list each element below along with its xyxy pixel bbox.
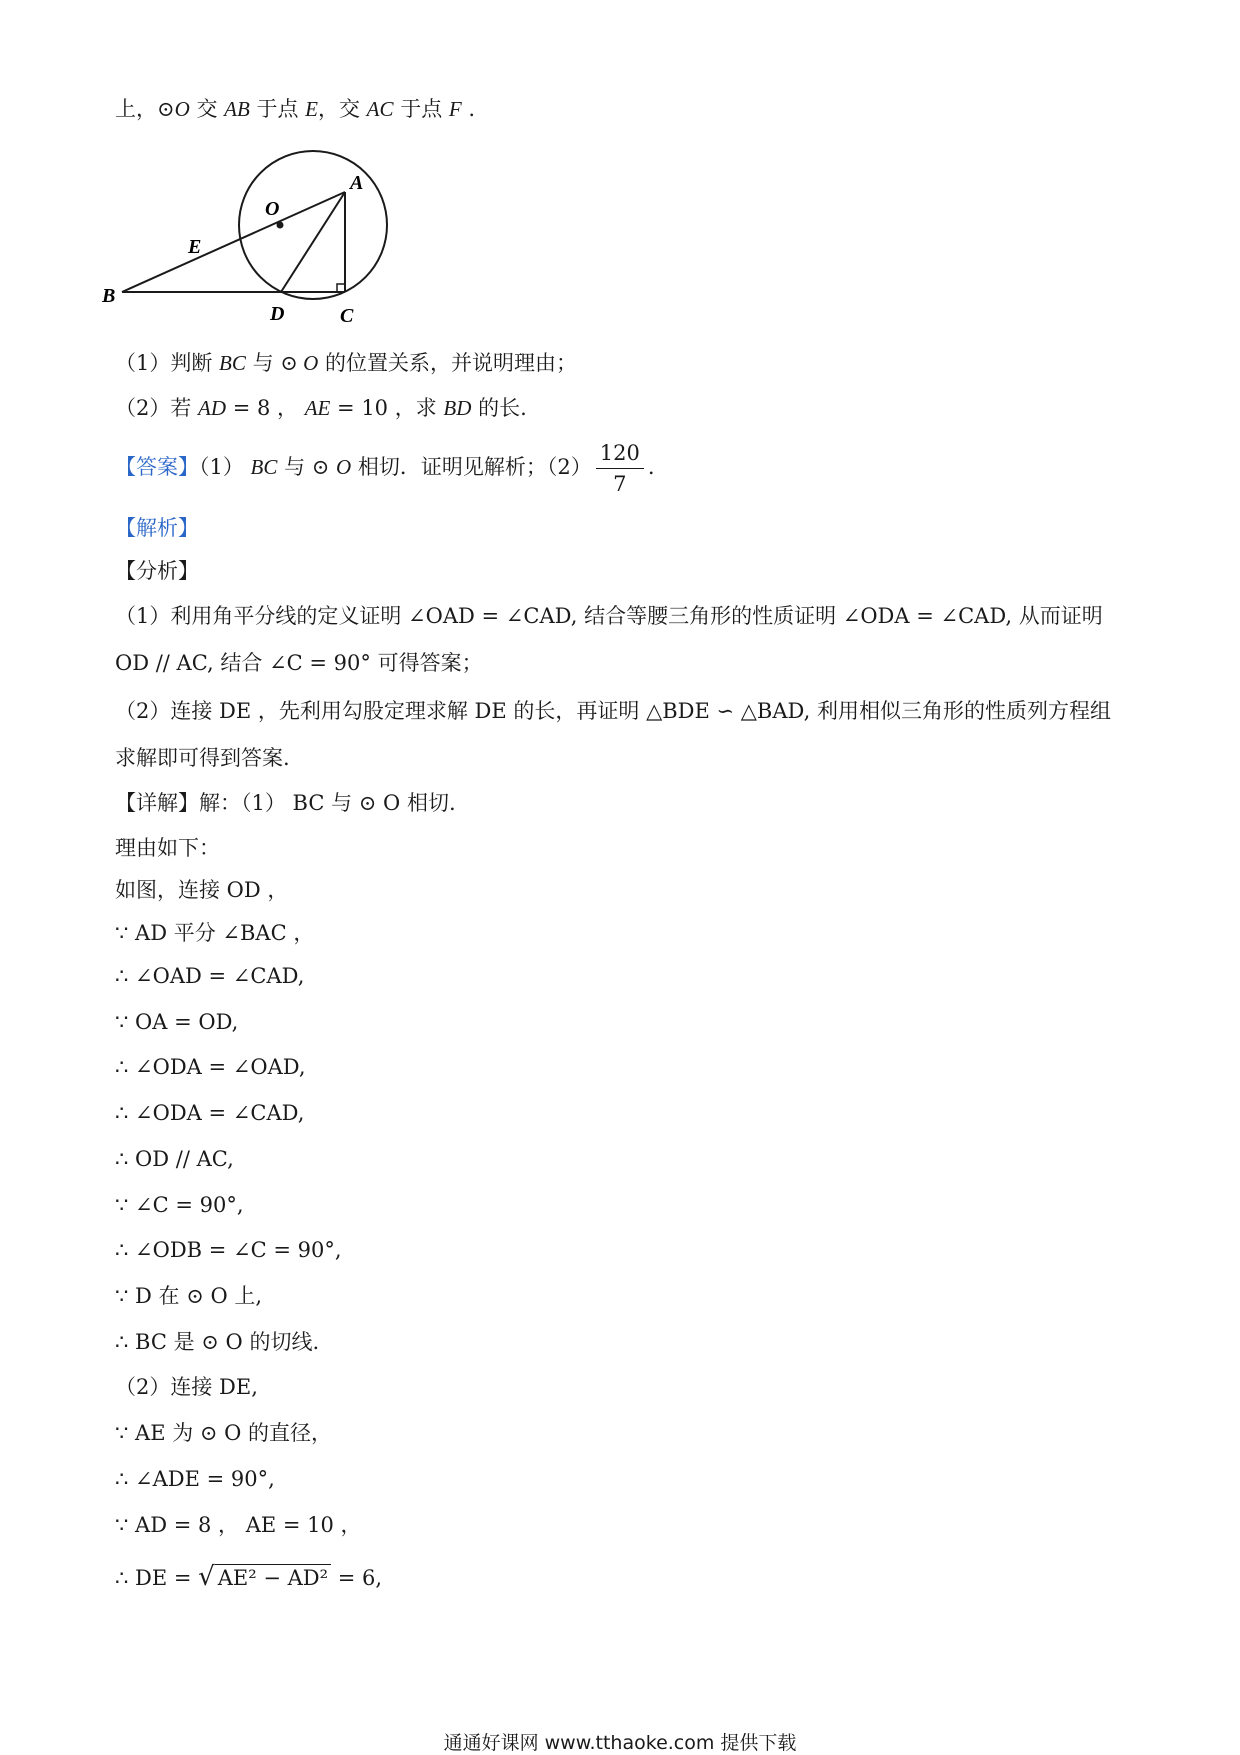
footer: 通通好课网 www.tthaoke.com 提供下载 — [443, 1732, 797, 1754]
fenxi-tag: 【分析】 — [115, 559, 199, 583]
right-angle-mark — [337, 284, 345, 292]
answer-tag: 【答案】 — [115, 455, 199, 479]
detail-line: ∴ ∠ODA = ∠OAD, — [115, 1055, 306, 1079]
sqrt-radicand: AE² − AD² — [215, 1564, 331, 1591]
detail-line: ∵ D 在 ⊙ O 上, — [115, 1284, 263, 1308]
label-o: O — [265, 198, 280, 220]
circle-symbol: ⊙ — [157, 97, 175, 121]
detail-line: ∵ AD = 8 ， AE = 10 ， — [115, 1513, 362, 1537]
detail-line: ∵ ∠C = 90°, — [115, 1193, 244, 1217]
detail-line: ∴ ∠OAD = ∠CAD, — [115, 964, 305, 988]
detail-line: ∵ AE 为 ⊙ O 的直径， — [115, 1421, 333, 1445]
detail-line: ∴ OD // AC, — [115, 1147, 234, 1171]
intro-text: 上， — [115, 97, 157, 121]
geometry-figure — [100, 140, 430, 340]
detail-line-sqrt: ∴ DE = √ AE² − AD² = 6, — [115, 1562, 382, 1592]
analysis-line-4: 求解即可得到答案. — [115, 746, 290, 770]
analysis-line-3: （2）连接 DE ，先利用勾股定理求解 DE 的长，再证明 △BDE ∽ △BAD, 利用相似三角形的性质列方程组 — [115, 699, 1111, 723]
center-dot — [277, 222, 284, 229]
answer-fraction: $\frac{120}{7}$ — [596, 438, 644, 499]
detail-heading: 【详解】解：（1） BC 与 ⊙ O 相切. — [115, 791, 456, 815]
label-a: A — [350, 172, 364, 194]
detail-line: ∵ OA = OD, — [115, 1010, 239, 1034]
question-1: （1）判断 BC 与 ⊙ O 的位置关系，并说明理由； — [115, 351, 577, 375]
detail-line: （2）连接 DE, — [115, 1375, 258, 1399]
detail-line: ∴ BC 是 ⊙ O 的切线. — [115, 1330, 320, 1354]
analysis-tag: 【解析】 — [115, 516, 199, 540]
answer-line: 【答案】（1） BC 与 ⊙ O 相切．证明见解析；（2） $\frac{120}{7}$ . — [115, 438, 655, 499]
analysis-line-1: （1）利用角平分线的定义证明 ∠OAD = ∠CAD, 结合等腰三角形的性质证明 ∠ODA = ∠CAD, 从而证明 — [115, 604, 1103, 628]
detail-line: 如图，连接 OD ， — [115, 878, 289, 902]
detail-line: ∴ ∠ODB = ∠C = 90°, — [115, 1238, 342, 1262]
segment-ba — [122, 192, 345, 292]
label-c: C — [340, 305, 354, 327]
detail-line: ∴ ∠ADE = 90°, — [115, 1467, 275, 1491]
detail-line: ∵ AD 平分 ∠BAC ， — [115, 921, 315, 945]
sqrt-sign: √ — [198, 1562, 215, 1592]
detail-line: ∴ ∠ODA = ∠CAD, — [115, 1101, 305, 1125]
question-2: （2）若 AD = 8 ， AE = 10 ，求 BD 的长. — [115, 396, 527, 420]
detail-line: 理由如下： — [115, 836, 220, 860]
label-d: D — [270, 303, 285, 325]
label-e: E — [188, 236, 202, 258]
analysis-line-2: OD // AC, 结合 ∠C = 90° 可得答案； — [115, 651, 483, 675]
circle-o — [239, 151, 387, 299]
label-b: B — [102, 285, 116, 307]
intro-line: 上，⊙O 交 AB 于点 E，交 AC 于点 F . — [115, 97, 476, 121]
